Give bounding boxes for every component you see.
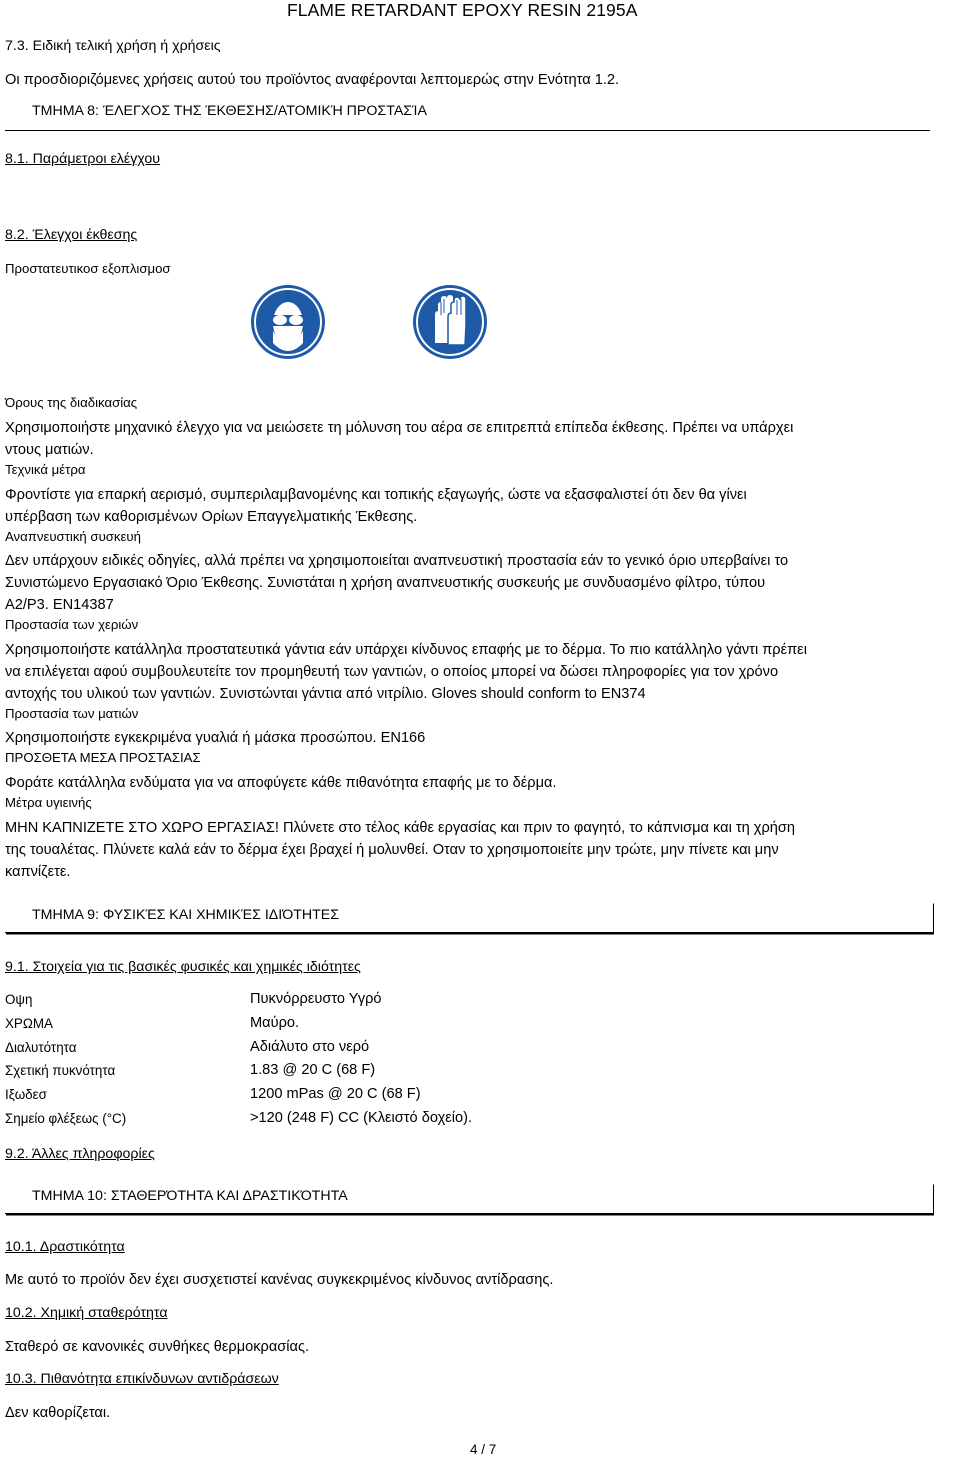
section-7-3-heading: 7.3. Ειδική τελική χρήση ή χρήσεις <box>5 38 221 54</box>
eye-text: Χρησιμοποιήστε εγκεκριμένα γυαλιά ή μάσκα προσώπου. EN166 <box>5 730 426 746</box>
tech-text-line-1: Φροντίστε για επαρκή αερισμό, συμπεριλαμβανομένης και τοπικής εξαγωγής, ώστε να εξασφαλιστεί ότι δεν θα γίνει <box>5 487 747 503</box>
resp-label: Αναπνευστική συσκευή <box>5 529 141 544</box>
page-number: 4 / 7 <box>470 1442 497 1457</box>
prop-label-colour: ΧΡΩΜΑ <box>5 1016 53 1031</box>
section-10-3-text: Δεν καθορίζεται. <box>5 1405 111 1421</box>
hygiene-text-line-2: της τουαλέτας. Πλύνετε καλά εάν το δέρμα έχει βραχεί ή μολυνθεί. Οταν το χρησιμοποιείτε μην τρώτε, μην πίνετε και μην <box>5 842 779 858</box>
hand-text-line-1: Χρησιμοποιήστε κατάλληλα προστατευτικά γάντια εάν υπάρχει κίνδυνος επαφής με το δέρμα. Το πιο κατάλληλο γάντι πρέπει <box>5 642 807 658</box>
extra-protection-label: ΠΡΟΣΘΕΤΑ ΜΕΣΑ ΠΡΟΣΤΑΣΙΑΣ <box>5 750 201 765</box>
process-text-line-2: ντους ματιών. <box>5 442 94 458</box>
section-9-2-heading: 9.2. Άλλες πληροφορίες <box>5 1146 155 1162</box>
prop-label-flash-point: Σημείο φλέξεως (°C) <box>5 1111 127 1126</box>
section-8-title: ΤΜΗΜΑ 8: ΈΛΕΓΧΟΣ ΤΗΣ ΈΚΘΕΣΗΣ/ΑΤΟΜΙΚΉ ΠΡΟΣΤΑΣΊΑ <box>32 103 427 119</box>
hygiene-text-line-1: ΜΗΝ ΚΑΠΝΙΖΕΤΕ ΣΤΟ ΧΩΡΟ ΕΡΓΑΣΙΑΣ! Πλύνετε στο τέλος κάθε εργασίας και πριν το φαγητό, το κάπνισμα και τη χρήση <box>5 820 796 836</box>
goggles-face-icon <box>251 285 325 359</box>
ppe-label: Προστατευτικοσ εξοπλισμοσ <box>5 261 171 276</box>
section-10-bar <box>5 1183 933 1214</box>
hygiene-label: Μέτρα υγιεινής <box>5 795 92 810</box>
prop-label-appearance: Οψη <box>5 992 33 1007</box>
prop-label-solubility: Διαλυτότητα <box>5 1040 77 1055</box>
section-9-bar <box>5 902 933 933</box>
gloves-icon <box>413 285 487 359</box>
resp-text-line-2: Συνιστώμενο Εργασιακό Όριο Έκθεσης. Συνιστάται η χρήση αναπνευστικής συσκευής με συνδυασμένο φίλτρο, τύπου <box>5 575 766 591</box>
prop-value-relative-density: 1.83 @ 20 C (68 F) <box>250 1062 376 1078</box>
section-7-3-text: Οι προσδιοριζόμενες χρήσεις αυτού του προϊόντος αναφέρονται λεπτομερώς στην Ενότητα 1.2. <box>5 72 620 88</box>
section-10-1-heading: 10.1. Δραστικότητα <box>5 1239 125 1255</box>
document-title: FLAME RETARDANT EPOXY RESIN 2195A <box>287 0 638 20</box>
eye-label: Προστασία των ματιών <box>5 706 139 721</box>
hygiene-text-line-3: καπνίζετε. <box>5 864 71 880</box>
resp-text-line-1: Δεν υπάρχουν ειδικές οδηγίες, αλλά πρέπει να χρησιμοποιείται αναπνευστική προστασία εάν το γενικό όριο υπερβαίνει το <box>5 553 789 569</box>
hand-text-line-3: αντοχής του υλικού των γαντιών. Συνιστώνται γάντια από νιτρίλιο. Gloves should conform to EN374 <box>5 686 646 702</box>
section-8-2-heading: 8.2. Έλεγχοι έκθεσης <box>5 227 138 243</box>
section-10-title: ΤΜΗΜΑ 10: ΣΤΑΘΕΡΌΤΗΤΑ ΚΑΙ ΔΡΑΣΤΙΚΌΤΗΤΑ <box>32 1188 348 1204</box>
section-9-1-heading: 9.1. Στοιχεία για τις βασικές φυσικές και χημικές ιδιότητες <box>5 959 361 975</box>
section-10-3-heading: 10.3. Πιθανότητα επικίνδυνων αντιδράσεων <box>5 1371 279 1387</box>
extra-protection-text: Φοράτε κατάλληλα ενδύματα για να αποφύγετε κάθε πιθανότητα επαφής με το δέρμα. <box>5 775 557 791</box>
section-10-2-heading: 10.2. Χημική σταθερότητα <box>5 1305 168 1321</box>
section-9-title: ΤΜΗΜΑ 9: ΦΥΣΙΚΈΣ ΚΑΙ ΧΗΜΙΚΈΣ ΙΔΙΌΤΗΤΕΣ <box>32 907 340 923</box>
section-8-bar <box>5 103 930 131</box>
prop-value-solubility: Αδιάλυτο στο νερό <box>250 1039 370 1055</box>
section-8-1-heading: 8.1. Παράμετροι ελέγχου <box>5 151 161 167</box>
prop-label-viscosity: Ιξωδεσ <box>5 1087 47 1102</box>
tech-text-line-2: υπέρβαση των καθορισμένων Ορίων Επαγγελματικής Έκθεσης. <box>5 509 418 525</box>
resp-text-line-3: A2/P3. EN14387 <box>5 597 114 613</box>
tech-label: Τεχνικά μέτρα <box>5 462 86 477</box>
process-label: Όρους της διαδικασίας <box>5 395 138 410</box>
prop-label-relative-density: Σχετική πυκνότητα <box>5 1063 116 1078</box>
prop-value-viscosity: 1200 mPas @ 20 C (68 F) <box>250 1086 421 1102</box>
prop-value-appearance: Πυκνόρρευστο Υγρό <box>250 991 382 1007</box>
prop-value-flash-point: >120 (248 F) CC (Κλειστό δοχείο). <box>250 1110 473 1126</box>
process-text-line-1: Χρησιμοποιήστε μηχανικό έλεγχο για να μειώσετε τη μόλυνση του αέρα σε επιτρεπτά επίπεδα έκθεσης. Πρέπει να υπάρχει <box>5 420 794 436</box>
hand-text-line-2: να επιλέγεται αφού συμβουλευτείτε τον προμηθευτή των γαντιών, ο οποίος μπορεί να δώσει πληροφορίες για τον χρόνο <box>5 664 779 680</box>
section-10-1-text: Με αυτό το προϊόν δεν έχει συσχετιστεί κανένας συγκεκριμένος κίνδυνος αντίδρασης. <box>5 1272 554 1288</box>
hand-label: Προστασία των χεριών <box>5 617 139 632</box>
prop-value-colour: Μαύρο. <box>250 1015 300 1031</box>
section-10-2-text: Σταθερό σε κανονικές συνθήκες θερμοκρασίας. <box>5 1339 310 1355</box>
